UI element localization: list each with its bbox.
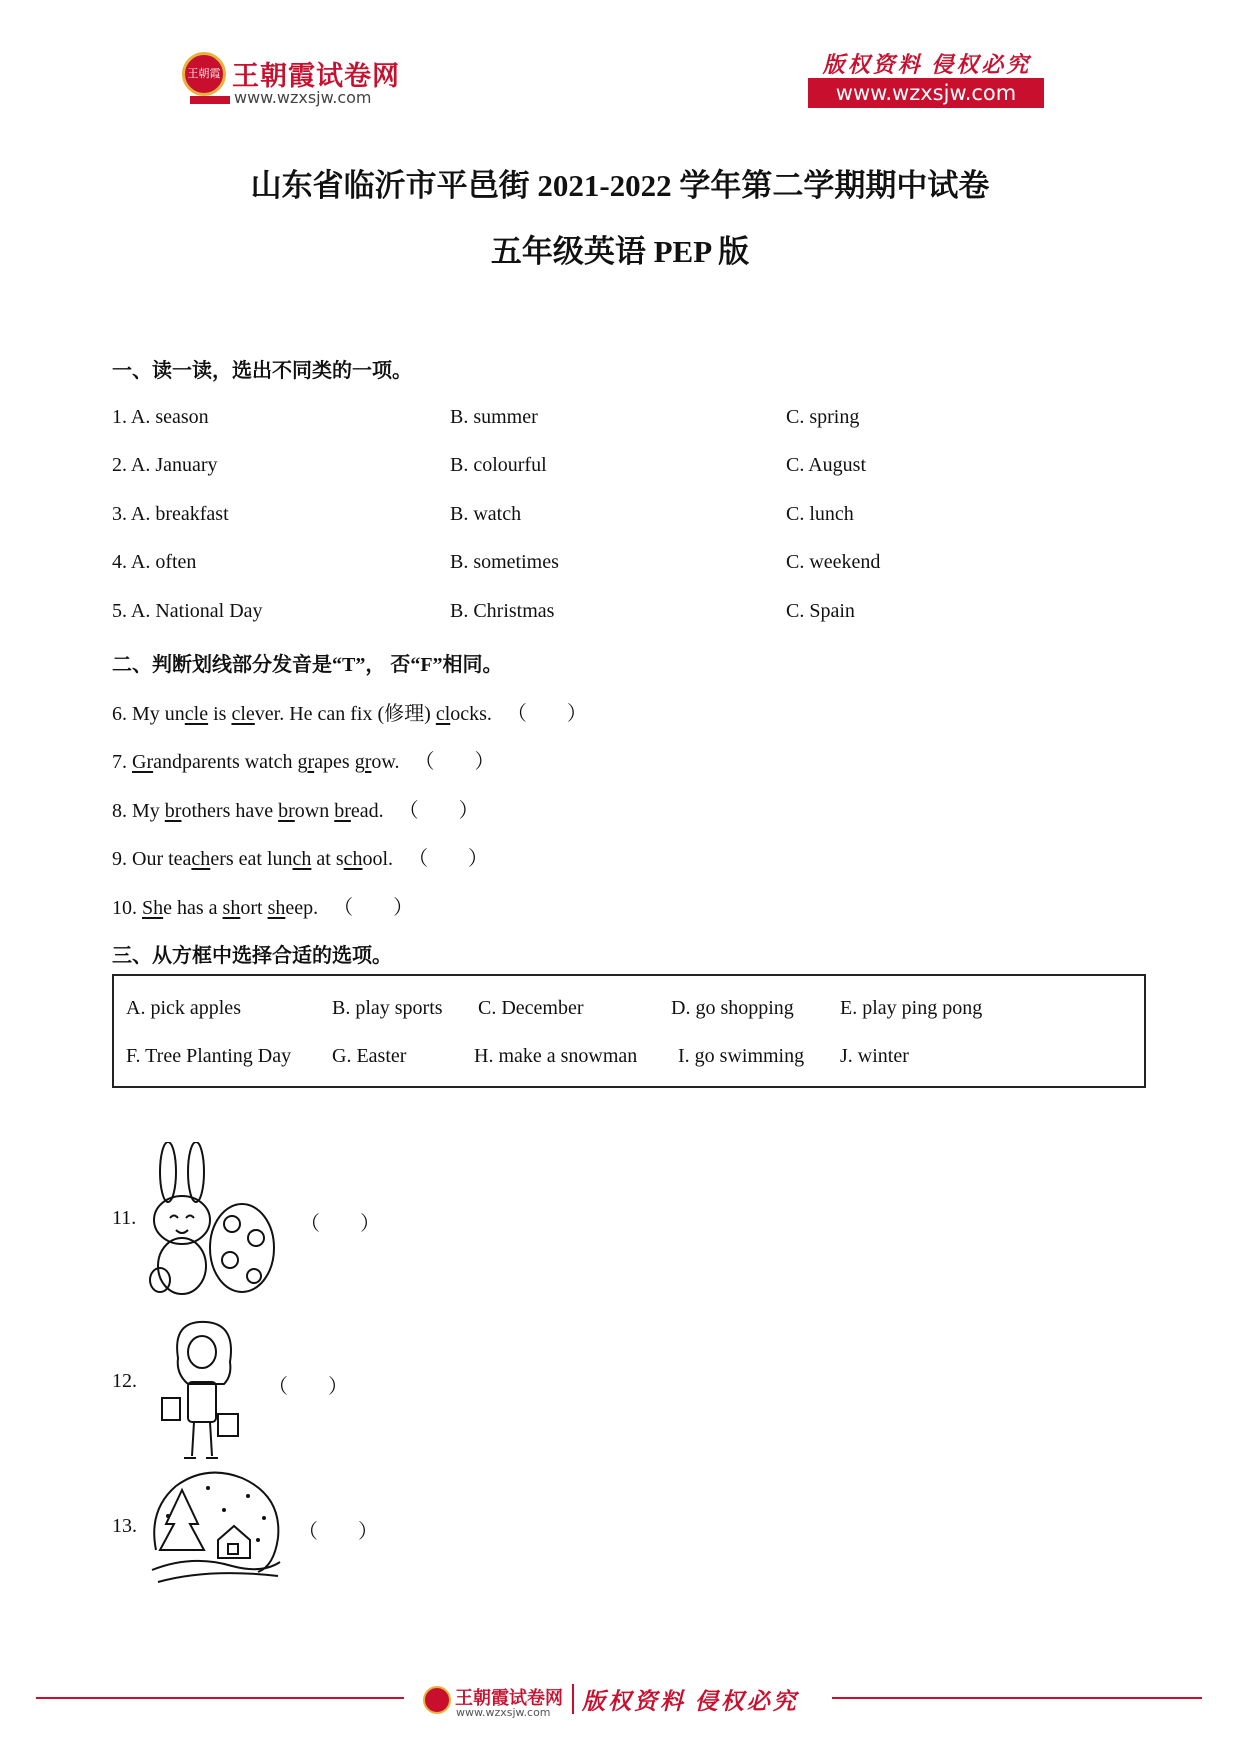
q5-option-b: B. Christmas: [450, 600, 555, 622]
q2-option-c: C. August: [786, 454, 867, 476]
exam-title: 山东省临沂市平邑街 2021-2022 学年第二学期期中试卷: [250, 168, 990, 203]
word-bank-option: H. make a snowman: [474, 1045, 638, 1067]
footer-logo-icon: [423, 1686, 451, 1714]
brand-name: 王朝霞试卷网: [232, 61, 400, 92]
answer-blank[interactable]: （ ）: [414, 751, 495, 773]
footer-copyright: 版权资料 侵权必究: [582, 1689, 799, 1714]
brand-url[interactable]: www.wzxsjw.com: [234, 88, 372, 107]
q5-option-a: 5. A. National Day: [112, 600, 263, 622]
word-bank-option: D. go shopping: [671, 997, 794, 1019]
answer-blank[interactable]: （ ）: [408, 848, 489, 870]
item-13-number: 13.: [112, 1515, 137, 1537]
girl-shopping-picture: [156, 1318, 246, 1466]
footer-brand-url[interactable]: www.wzxsjw.com: [456, 1706, 551, 1719]
question-10: 10. She has a short sheep. （ ）: [112, 897, 414, 919]
q2-option-b: B. colourful: [450, 454, 547, 476]
q3-option-a: 3. A. breakfast: [112, 503, 229, 525]
word-bank-option: A. pick apples: [126, 997, 241, 1019]
word-bank-option: E. play ping pong: [840, 997, 983, 1019]
section1-heading: 一、读一读，选出不同类的一项。: [112, 360, 412, 382]
word-bank-option: B. play sports: [332, 997, 443, 1019]
item-11-number: 11.: [112, 1207, 137, 1229]
word-bank-option: C. December: [478, 997, 584, 1019]
easter-bunny-egg-picture: [146, 1142, 282, 1298]
word-bank-box: [112, 974, 1146, 1088]
footer-separator: [572, 1684, 574, 1714]
q4-option-c: C. weekend: [786, 551, 881, 573]
logo-ribbon: [190, 96, 230, 104]
section2-heading: 二、判断划线部分发音是“T”， 否“F”相同。: [112, 654, 503, 676]
item-11-answer-blank[interactable]: （ ）: [300, 1213, 380, 1235]
q1-option-c: C. spring: [786, 406, 860, 428]
copyright-url[interactable]: www.wzxsjw.com: [808, 78, 1044, 108]
section3-heading: 三、从方框中选择合适的选项。: [112, 945, 392, 967]
answer-blank[interactable]: （ ）: [506, 703, 587, 725]
q4-option-b: B. sometimes: [450, 551, 559, 573]
word-bank-option: F. Tree Planting Day: [126, 1045, 292, 1067]
word-bank-option: G. Easter: [332, 1045, 407, 1067]
question-6: 6. My uncle is clever. He can fix (修理) clocks. （ ）: [112, 703, 587, 725]
item-12-answer-blank[interactable]: （ ）: [268, 1376, 348, 1398]
word-bank-option: I. go swimming: [678, 1045, 805, 1067]
exam-subtitle: 五年级英语 PEP 版: [490, 234, 750, 269]
footer-divider-right: [832, 1697, 1202, 1699]
footer-brand-name: 王朝霞试卷网: [455, 1688, 563, 1709]
q5-option-c: C. Spain: [786, 600, 855, 622]
question-8: 8. My brothers have brown bread. （ ）: [112, 800, 479, 822]
q2-option-a: 2. A. January: [112, 454, 218, 476]
q3-option-c: C. lunch: [786, 503, 854, 525]
winter-scene-picture: [148, 1470, 284, 1588]
question-9: 9. Our teachers eat lunch at school. （ ）: [112, 848, 489, 870]
answer-blank[interactable]: （ ）: [333, 897, 414, 919]
footer-divider-left: [36, 1697, 404, 1699]
question-7: 7. Grandparents watch grapes grow. （ ）: [112, 751, 495, 773]
item-13-answer-blank[interactable]: （ ）: [298, 1521, 378, 1543]
answer-blank[interactable]: （ ）: [398, 800, 479, 822]
q4-option-a: 4. A. often: [112, 551, 197, 573]
word-bank-option: J. winter: [840, 1045, 909, 1067]
item-12-number: 12.: [112, 1370, 137, 1392]
q1-option-a: 1. A. season: [112, 406, 209, 428]
brand-logo-badge: 王朝霞: [182, 52, 226, 96]
q3-option-b: B. watch: [450, 503, 522, 525]
q1-option-b: B. summer: [450, 406, 538, 428]
copyright-notice: 版权资料 侵权必究: [822, 52, 1032, 77]
